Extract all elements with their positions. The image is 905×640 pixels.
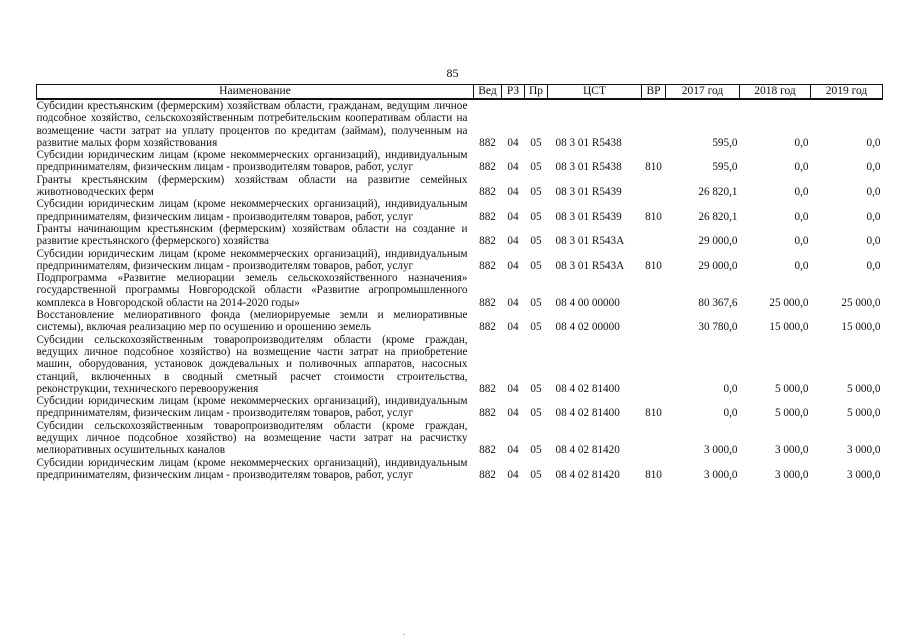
table-row: [37, 223, 883, 248]
row-2019: 0,0: [866, 210, 881, 223]
row-2018: 5 000,0: [774, 407, 809, 420]
row-vr: [642, 309, 666, 334]
row-vr: 810: [645, 161, 662, 174]
header-rz: РЗ: [502, 85, 525, 100]
row-2018: 0,0: [794, 210, 809, 223]
row-ved: 882: [479, 407, 496, 420]
table-header: [37, 85, 883, 100]
header-name: Наименование: [37, 85, 474, 100]
row-2019: 0,0: [866, 235, 881, 248]
row-cst: 08 3 01 R5439: [555, 210, 622, 223]
row-2018: 5 000,0: [774, 382, 809, 395]
row-vr: 810: [645, 468, 662, 481]
row-ved: 882: [479, 161, 496, 174]
row-2018: 3 000,0: [774, 468, 809, 481]
row-cst: 08 4 02 81420: [555, 468, 620, 481]
row-name: Субсидии юридическим лицам (кроме некоммерческих организаций), индивидуальным предпринимателям, физическим лицам - производителям товаров, работ, услуг: [36, 456, 468, 481]
header-2018: 2018 год: [740, 85, 811, 100]
row-rz: 04: [507, 407, 519, 420]
row-ved: 882: [479, 321, 496, 334]
row-name: Субсидии юридическим лицам (кроме некоммерческих организаций), индивидуальным предпринимателям, физическим лицам - производителям товаров, работ, услуг: [36, 149, 468, 174]
row-pr: 05: [530, 161, 542, 174]
row-2017: 26 820,1: [698, 186, 738, 199]
row-name: Субсидии сельскохозяйственным товаропроизводителям области (кроме граждан, ведущих личное подсобное хозяйство) на возмещение части затрат на расчистку мелиоративных осушительных каналов: [36, 419, 468, 457]
row-pr: 05: [530, 382, 542, 395]
row-cst: 08 4 02 81400: [555, 407, 620, 420]
row-vr: [642, 223, 666, 248]
row-2017: 29 000,0: [698, 259, 738, 272]
row-name: Гранты начинающим крестьянским (фермерским) хозяйствам области на создание и развитие крестьянского (фермерского) хозяйства: [36, 222, 468, 248]
row-cst: 08 4 02 81400: [555, 382, 620, 395]
table-row: [37, 309, 883, 334]
row-vr: 810: [645, 259, 662, 272]
row-ved: 882: [479, 186, 496, 199]
row-pr: 05: [530, 468, 542, 481]
row-2018: 25 000,0: [769, 296, 809, 309]
row-rz: 04: [507, 382, 519, 395]
row-rz: 04: [507, 235, 519, 248]
row-rz: 04: [507, 296, 519, 309]
row-2019: 0,0: [866, 161, 881, 174]
row-cst: 08 3 01 R5439: [555, 186, 622, 199]
row-ved: 882: [479, 259, 496, 272]
row-cst: 08 4 02 81420: [555, 444, 620, 457]
row-rz: 04: [507, 186, 519, 199]
header-vr: ВР: [642, 85, 666, 100]
row-2019: 5 000,0: [846, 382, 881, 395]
row-vr: [642, 420, 666, 457]
row-vr: 810: [645, 210, 662, 223]
row-rz: 04: [507, 444, 519, 457]
row-2018: 0,0: [794, 235, 809, 248]
row-2017: 30 780,0: [698, 321, 738, 334]
row-2017: 29 000,0: [698, 235, 738, 248]
row-cst: 08 3 01 R5438: [555, 136, 622, 149]
row-2019: 15 000,0: [841, 321, 881, 334]
row-rz: 04: [507, 210, 519, 223]
row-ved: 882: [479, 235, 496, 248]
header-2019: 2019 год: [811, 85, 883, 100]
row-vr: [642, 272, 666, 309]
row-name: Субсидии юридическим лицам (кроме некоммерческих организаций), индивидуальным предпринимателям, физическим лицам - производителям товаров, работ, услуг: [36, 395, 468, 420]
row-2017: 0,0: [723, 382, 738, 395]
row-cst: 08 3 01 R5438: [555, 161, 622, 174]
row-name: Субсидии крестьянским (фермерским) хозяйствам области, гражданам, ведущим личное подсобное хозяйство, сельскохозяйственным потребительским кооперативам области на возмещение части затрат на уплату процентов по кредитам (займам), полученным на развитие малых форм хозяйствования: [36, 100, 468, 149]
row-pr: 05: [530, 321, 542, 334]
row-cst: 08 3 01 R543A: [555, 235, 625, 248]
row-pr: 05: [530, 136, 542, 149]
row-ved: 882: [479, 136, 496, 149]
row-vr: 810: [645, 407, 662, 420]
row-name: Субсидии сельскохозяйственным товаропроизводителям области (кроме граждан, ведущих личное подсобное хозяйство) на возмещение части затрат на приобретение машин, оборудования, установок дождевальных и поливочных аппаратов, насосных станций, включенных в сводный сметный расчет стоимости строительства, реконструкции, технического перевооружения: [36, 333, 468, 395]
row-rz: 04: [507, 468, 519, 481]
row-2017: 26 820,1: [698, 210, 738, 223]
table-row: [37, 99, 883, 149]
row-name: Субсидии юридическим лицам (кроме некоммерческих организаций), индивидуальным предпринимателям, физическим лицам - производителям товаров, работ, услуг: [36, 247, 468, 272]
row-2019: 25 000,0: [841, 296, 881, 309]
row-2019: 0,0: [866, 186, 881, 199]
row-2017: 595,0: [712, 161, 738, 174]
row-name: Субсидии юридическим лицам (кроме некоммерческих организаций), индивидуальным предпринимателям, физическим лицам - производителям товаров, работ, услуг: [36, 198, 468, 223]
row-pr: 05: [530, 210, 542, 223]
row-ved: 882: [479, 468, 496, 481]
row-rz: 04: [507, 161, 519, 174]
row-2018: 0,0: [794, 136, 809, 149]
scan-speck: [403, 634, 405, 635]
row-name: Гранты крестьянским (фермерским) хозяйствам области на развитие семейных животноводческих ферм: [36, 173, 468, 199]
row-rz: 04: [507, 136, 519, 149]
table-row: [37, 248, 883, 273]
row-cst: 08 4 00 00000: [555, 296, 620, 309]
row-2017: 0,0: [723, 407, 738, 420]
row-2019: 5 000,0: [846, 407, 881, 420]
row-pr: 05: [530, 259, 542, 272]
row-2018: 0,0: [794, 186, 809, 199]
row-name: Восстановление мелиоративного фонда (мелиорируемые земли и мелиоративные системы), включая реализацию мер по осушению и орошению земель: [36, 309, 468, 334]
row-2018: 15 000,0: [769, 321, 809, 334]
row-rz: 04: [507, 259, 519, 272]
row-vr: [642, 334, 666, 395]
table-row: [37, 198, 883, 223]
table-row: [37, 149, 883, 174]
row-2018: 0,0: [794, 259, 809, 272]
table-row: [37, 174, 883, 199]
page-number: 85: [446, 66, 459, 80]
table-row: [37, 395, 883, 420]
row-cst: 08 3 01 R543A: [555, 259, 625, 272]
row-ved: 882: [479, 210, 496, 223]
row-2019: 0,0: [866, 136, 881, 149]
row-pr: 05: [530, 186, 542, 199]
row-2017: 3 000,0: [703, 444, 738, 457]
header-pr: Пр: [525, 85, 548, 100]
table-row: [37, 457, 883, 482]
row-2018: 0,0: [794, 161, 809, 174]
row-pr: 05: [530, 444, 542, 457]
row-ved: 882: [479, 444, 496, 457]
row-2018: 3 000,0: [774, 444, 809, 457]
table-row: [37, 334, 883, 395]
header-2017: 2017 год: [666, 85, 740, 100]
row-2019: 0,0: [866, 259, 881, 272]
row-ved: 882: [479, 296, 496, 309]
row-pr: 05: [530, 407, 542, 420]
row-2019: 3 000,0: [846, 444, 881, 457]
table-row: [37, 420, 883, 457]
header-ved: Вед: [474, 85, 502, 100]
row-ved: 882: [479, 382, 496, 395]
row-2017: 80 367,6: [698, 296, 738, 309]
table-row: [37, 272, 883, 309]
header-cst: ЦСТ: [548, 85, 642, 100]
row-pr: 05: [530, 235, 542, 248]
row-vr: [642, 99, 666, 149]
row-name: Подпрограмма «Развитие мелиорации земель сельскохозяйственного назначения» государственной программы Новгородской области «Развитие агропромышленного комплекса в Новгородской области на 2014-2020 годы»: [36, 272, 468, 309]
row-2019: 3 000,0: [846, 468, 881, 481]
row-2017: 595,0: [712, 136, 738, 149]
budget-table: [36, 84, 883, 481]
row-pr: 05: [530, 296, 542, 309]
row-vr: [642, 174, 666, 199]
row-rz: 04: [507, 321, 519, 334]
row-cst: 08 4 02 00000: [555, 321, 620, 334]
row-2017: 3 000,0: [703, 468, 738, 481]
